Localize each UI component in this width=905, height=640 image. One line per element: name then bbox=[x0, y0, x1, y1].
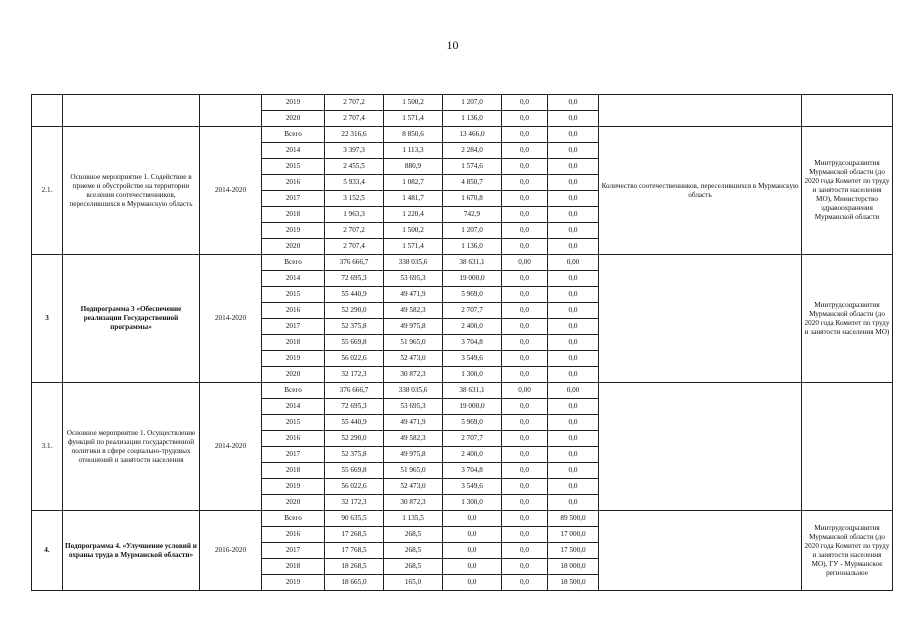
indicator-cell bbox=[599, 383, 802, 511]
local-budget-cell: 0,0 bbox=[502, 223, 548, 239]
total-cell: 376 666,7 bbox=[325, 383, 384, 399]
local-budget-cell: 0,0 bbox=[502, 431, 548, 447]
federal-budget-cell: 19 000,0 bbox=[443, 399, 502, 415]
program-funding-table bbox=[31, 94, 893, 591]
period-cell: 2014-2020 bbox=[200, 127, 262, 255]
table-row bbox=[32, 383, 893, 399]
item-number-cell: 3 bbox=[32, 255, 63, 383]
federal-budget-cell: 2 400,0 bbox=[443, 447, 502, 463]
year-cell: 2016 bbox=[262, 303, 325, 319]
federal-budget-cell: 1 207,0 bbox=[443, 95, 502, 111]
page-number: 10 bbox=[446, 38, 459, 52]
item-number-cell: 2.1. bbox=[32, 127, 63, 255]
responsible-cell: Минтрудсоцразвития Мурманской области (до 2020 года Комитет по труду и занятости населения МО) bbox=[802, 255, 893, 383]
item-name-cell: Подпрограмма 4. «Улучшение условий и охраны труда в Мурманской области» bbox=[63, 511, 200, 591]
local-budget-cell: 0,0 bbox=[502, 127, 548, 143]
item-number-cell: 3.1. bbox=[32, 383, 63, 511]
local-budget-cell: 0,0 bbox=[502, 559, 548, 575]
year-cell: 2016 bbox=[262, 431, 325, 447]
regional-budget-cell: 51 965,0 bbox=[384, 335, 443, 351]
indicator-cell: Количество соотечественников, переселившихся в Мурманскую область bbox=[599, 127, 802, 255]
local-budget-cell: 0,0 bbox=[502, 415, 548, 431]
federal-budget-cell: 2 284,0 bbox=[443, 143, 502, 159]
year-cell: 2020 bbox=[262, 111, 325, 127]
local-budget-cell: 0,0 bbox=[502, 399, 548, 415]
local-budget-cell: 0,00 bbox=[502, 383, 548, 399]
regional-budget-cell: 49 582,3 bbox=[384, 303, 443, 319]
item-name-cell: Подпрограмма 3 «Обеспечение реализации Государственной программы» bbox=[63, 255, 200, 383]
other-sources-cell: 0,0 bbox=[548, 175, 599, 191]
regional-budget-cell: 268,5 bbox=[384, 543, 443, 559]
federal-budget-cell: 2 707,7 bbox=[443, 303, 502, 319]
regional-budget-cell: 165,0 bbox=[384, 575, 443, 591]
regional-budget-cell: 49 471,9 bbox=[384, 287, 443, 303]
local-budget-cell: 0,0 bbox=[502, 495, 548, 511]
indicator-cell bbox=[599, 255, 802, 383]
federal-budget-cell: 3 549,6 bbox=[443, 351, 502, 367]
local-budget-cell: 0,0 bbox=[502, 207, 548, 223]
year-cell: 2014 bbox=[262, 143, 325, 159]
year-cell: 2020 bbox=[262, 367, 325, 383]
regional-budget-cell: 1 500,2 bbox=[384, 95, 443, 111]
other-sources-cell: 0,0 bbox=[548, 415, 599, 431]
year-cell: Всего bbox=[262, 511, 325, 527]
regional-budget-cell: 49 975,8 bbox=[384, 319, 443, 335]
table-row bbox=[32, 511, 893, 527]
other-sources-cell: 0,0 bbox=[548, 463, 599, 479]
year-cell: 2017 bbox=[262, 447, 325, 463]
local-budget-cell: 0,0 bbox=[502, 335, 548, 351]
federal-budget-cell: 0,0 bbox=[443, 575, 502, 591]
federal-budget-cell: 3 704,8 bbox=[443, 463, 502, 479]
other-sources-cell: 0,0 bbox=[548, 95, 599, 111]
period-cell: 2016-2020 bbox=[200, 511, 262, 591]
regional-budget-cell: 49 975,8 bbox=[384, 447, 443, 463]
year-cell: 2016 bbox=[262, 175, 325, 191]
regional-budget-cell: 52 473,0 bbox=[384, 351, 443, 367]
local-budget-cell: 0,0 bbox=[502, 159, 548, 175]
other-sources-cell: 0,00 bbox=[548, 383, 599, 399]
table-row bbox=[32, 255, 893, 271]
total-cell: 55 669,8 bbox=[325, 335, 384, 351]
total-cell: 90 635,5 bbox=[325, 511, 384, 527]
item-name-cell: Основное мероприятие 1. Содействие в приеме и обустройстве на территории вселения соотечественников, переселившихся в Мурманскую область bbox=[63, 127, 200, 255]
regional-budget-cell: 268,5 bbox=[384, 527, 443, 543]
total-cell: 55 440,9 bbox=[325, 415, 384, 431]
local-budget-cell: 0,0 bbox=[502, 479, 548, 495]
other-sources-cell: 0,0 bbox=[548, 319, 599, 335]
period-cell bbox=[200, 95, 262, 127]
federal-budget-cell: 5 969,0 bbox=[443, 415, 502, 431]
regional-budget-cell: 30 872,3 bbox=[384, 367, 443, 383]
total-cell: 18 665,0 bbox=[325, 575, 384, 591]
federal-budget-cell: 1 207,0 bbox=[443, 223, 502, 239]
year-cell: 2018 bbox=[262, 559, 325, 575]
other-sources-cell: 0,0 bbox=[548, 223, 599, 239]
regional-budget-cell: 1 481,7 bbox=[384, 191, 443, 207]
total-cell: 17 768,5 bbox=[325, 543, 384, 559]
regional-budget-cell: 52 473,0 bbox=[384, 479, 443, 495]
other-sources-cell: 0,0 bbox=[548, 271, 599, 287]
local-budget-cell: 0,0 bbox=[502, 175, 548, 191]
federal-budget-cell: 1 574,6 bbox=[443, 159, 502, 175]
federal-budget-cell: 0,0 bbox=[443, 511, 502, 527]
total-cell: 2 707,4 bbox=[325, 111, 384, 127]
year-cell: 2020 bbox=[262, 239, 325, 255]
other-sources-cell: 0,0 bbox=[548, 239, 599, 255]
total-cell: 52 375,8 bbox=[325, 319, 384, 335]
item-name-cell: Основное мероприятие 1. Осуществление функций по реализации государственной политики в сфере социально-трудовых отношений и занятости населения bbox=[63, 383, 200, 511]
local-budget-cell: 0,0 bbox=[502, 527, 548, 543]
federal-budget-cell: 1 300,0 bbox=[443, 367, 502, 383]
federal-budget-cell: 13 466,0 bbox=[443, 127, 502, 143]
regional-budget-cell: 51 965,0 bbox=[384, 463, 443, 479]
local-budget-cell: 0,0 bbox=[502, 95, 548, 111]
local-budget-cell: 0,0 bbox=[502, 447, 548, 463]
total-cell: 3 152,5 bbox=[325, 191, 384, 207]
other-sources-cell: 0,0 bbox=[548, 143, 599, 159]
total-cell: 22 316,6 bbox=[325, 127, 384, 143]
other-sources-cell: 0,0 bbox=[548, 351, 599, 367]
total-cell: 2 707,2 bbox=[325, 95, 384, 111]
regional-budget-cell: 49 582,3 bbox=[384, 431, 443, 447]
federal-budget-cell: 2 400,0 bbox=[443, 319, 502, 335]
other-sources-cell: 18 500,0 bbox=[548, 575, 599, 591]
year-cell: 2018 bbox=[262, 335, 325, 351]
other-sources-cell: 0,0 bbox=[548, 207, 599, 223]
local-budget-cell: 0,0 bbox=[502, 191, 548, 207]
other-sources-cell: 0,0 bbox=[548, 431, 599, 447]
regional-budget-cell: 8 850,6 bbox=[384, 127, 443, 143]
other-sources-cell: 0,0 bbox=[548, 111, 599, 127]
other-sources-cell: 0,0 bbox=[548, 495, 599, 511]
total-cell: 32 172,3 bbox=[325, 367, 384, 383]
local-budget-cell: 0,0 bbox=[502, 511, 548, 527]
federal-budget-cell: 0,0 bbox=[443, 543, 502, 559]
period-cell: 2014-2020 bbox=[200, 255, 262, 383]
local-budget-cell: 0,0 bbox=[502, 271, 548, 287]
federal-budget-cell: 5 969,0 bbox=[443, 287, 502, 303]
year-cell: 2018 bbox=[262, 463, 325, 479]
total-cell: 56 022,6 bbox=[325, 479, 384, 495]
federal-budget-cell: 4 850,7 bbox=[443, 175, 502, 191]
total-cell: 55 440,9 bbox=[325, 287, 384, 303]
year-cell: 2019 bbox=[262, 95, 325, 111]
total-cell: 5 933,4 bbox=[325, 175, 384, 191]
total-cell: 55 669,8 bbox=[325, 463, 384, 479]
local-budget-cell: 0,0 bbox=[502, 351, 548, 367]
other-sources-cell: 0,0 bbox=[548, 191, 599, 207]
local-budget-cell: 0,0 bbox=[502, 287, 548, 303]
other-sources-cell: 0,0 bbox=[548, 399, 599, 415]
other-sources-cell: 0,0 bbox=[548, 479, 599, 495]
item-number-cell bbox=[32, 95, 63, 127]
regional-budget-cell: 338 035,6 bbox=[384, 255, 443, 271]
federal-budget-cell: 3 549,6 bbox=[443, 479, 502, 495]
federal-budget-cell: 0,0 bbox=[443, 527, 502, 543]
other-sources-cell: 0,0 bbox=[548, 335, 599, 351]
local-budget-cell: 0,0 bbox=[502, 143, 548, 159]
year-cell: 2019 bbox=[262, 223, 325, 239]
year-cell: 2015 bbox=[262, 287, 325, 303]
item-name-cell bbox=[63, 95, 200, 127]
year-cell: Всего bbox=[262, 383, 325, 399]
regional-budget-cell: 1 220,4 bbox=[384, 207, 443, 223]
regional-budget-cell: 53 695,3 bbox=[384, 399, 443, 415]
period-cell: 2014-2020 bbox=[200, 383, 262, 511]
total-cell: 18 268,5 bbox=[325, 559, 384, 575]
year-cell: 2014 bbox=[262, 399, 325, 415]
total-cell: 2 707,4 bbox=[325, 239, 384, 255]
year-cell: Всего bbox=[262, 127, 325, 143]
table-row bbox=[32, 95, 893, 111]
regional-budget-cell: 338 035,6 bbox=[384, 383, 443, 399]
year-cell: 2015 bbox=[262, 159, 325, 175]
local-budget-cell: 0,0 bbox=[502, 303, 548, 319]
local-budget-cell: 0,0 bbox=[502, 543, 548, 559]
federal-budget-cell: 38 631,1 bbox=[443, 255, 502, 271]
regional-budget-cell: 1 571,4 bbox=[384, 239, 443, 255]
responsible-cell: Минтрудсоцразвития Мурманской области (до 2020 года Комитет по труду и занятости населения МО), Министерство здравоохранения Мурманской области bbox=[802, 127, 893, 255]
total-cell: 2 707,2 bbox=[325, 223, 384, 239]
federal-budget-cell: 1 136,0 bbox=[443, 239, 502, 255]
total-cell: 52 290,0 bbox=[325, 303, 384, 319]
other-sources-cell: 18 000,0 bbox=[548, 559, 599, 575]
regional-budget-cell: 1 571,4 bbox=[384, 111, 443, 127]
regional-budget-cell: 30 872,3 bbox=[384, 495, 443, 511]
regional-budget-cell: 49 471,9 bbox=[384, 415, 443, 431]
federal-budget-cell: 0,0 bbox=[443, 559, 502, 575]
year-cell: 2019 bbox=[262, 575, 325, 591]
federal-budget-cell: 3 704,8 bbox=[443, 335, 502, 351]
year-cell: 2019 bbox=[262, 351, 325, 367]
total-cell: 2 455,5 bbox=[325, 159, 384, 175]
item-number-cell: 4. bbox=[32, 511, 63, 591]
year-cell: 2019 bbox=[262, 479, 325, 495]
local-budget-cell: 0,0 bbox=[502, 463, 548, 479]
federal-budget-cell: 742,9 bbox=[443, 207, 502, 223]
total-cell: 72 695,3 bbox=[325, 271, 384, 287]
year-cell: 2020 bbox=[262, 495, 325, 511]
regional-budget-cell: 1 500,2 bbox=[384, 223, 443, 239]
regional-budget-cell: 1 113,3 bbox=[384, 143, 443, 159]
federal-budget-cell: 2 707,7 bbox=[443, 431, 502, 447]
indicator-cell bbox=[599, 511, 802, 591]
other-sources-cell: 0,0 bbox=[548, 367, 599, 383]
total-cell: 3 397,3 bbox=[325, 143, 384, 159]
other-sources-cell: 0,00 bbox=[548, 255, 599, 271]
federal-budget-cell: 1 670,8 bbox=[443, 191, 502, 207]
indicator-cell bbox=[599, 95, 802, 127]
year-cell: 2017 bbox=[262, 543, 325, 559]
regional-budget-cell: 53 695,3 bbox=[384, 271, 443, 287]
total-cell: 32 172,3 bbox=[325, 495, 384, 511]
total-cell: 52 375,8 bbox=[325, 447, 384, 463]
local-budget-cell: 0,0 bbox=[502, 239, 548, 255]
other-sources-cell: 0,0 bbox=[548, 287, 599, 303]
year-cell: Всего bbox=[262, 255, 325, 271]
other-sources-cell: 89 500,0 bbox=[548, 511, 599, 527]
other-sources-cell: 0,0 bbox=[548, 127, 599, 143]
year-cell: 2016 bbox=[262, 527, 325, 543]
regional-budget-cell: 1 135,5 bbox=[384, 511, 443, 527]
total-cell: 56 022,6 bbox=[325, 351, 384, 367]
total-cell: 72 695,3 bbox=[325, 399, 384, 415]
year-cell: 2017 bbox=[262, 191, 325, 207]
total-cell: 1 963,3 bbox=[325, 207, 384, 223]
regional-budget-cell: 1 082,7 bbox=[384, 175, 443, 191]
regional-budget-cell: 268,5 bbox=[384, 559, 443, 575]
total-cell: 52 290,0 bbox=[325, 431, 384, 447]
other-sources-cell: 0,0 bbox=[548, 447, 599, 463]
regional-budget-cell: 880,9 bbox=[384, 159, 443, 175]
year-cell: 2014 bbox=[262, 271, 325, 287]
other-sources-cell: 17 500,0 bbox=[548, 543, 599, 559]
total-cell: 376 666,7 bbox=[325, 255, 384, 271]
other-sources-cell: 0,0 bbox=[548, 159, 599, 175]
other-sources-cell: 0,0 bbox=[548, 303, 599, 319]
federal-budget-cell: 1 300,0 bbox=[443, 495, 502, 511]
other-sources-cell: 17 000,0 bbox=[548, 527, 599, 543]
table-row bbox=[32, 127, 893, 143]
local-budget-cell: 0,0 bbox=[502, 367, 548, 383]
year-cell: 2015 bbox=[262, 415, 325, 431]
federal-budget-cell: 19 000,0 bbox=[443, 271, 502, 287]
year-cell: 2018 bbox=[262, 207, 325, 223]
year-cell: 2017 bbox=[262, 319, 325, 335]
local-budget-cell: 0,0 bbox=[502, 111, 548, 127]
responsible-cell bbox=[802, 95, 893, 127]
federal-budget-cell: 38 631,1 bbox=[443, 383, 502, 399]
local-budget-cell: 0,00 bbox=[502, 255, 548, 271]
local-budget-cell: 0,0 bbox=[502, 319, 548, 335]
responsible-cell bbox=[802, 383, 893, 511]
responsible-cell: Минтрудсоцразвития Мурманской области (до 2020 года Комитет по труду и занятости населения МО), ГУ - Мурманское региональное bbox=[802, 511, 893, 591]
total-cell: 17 268,5 bbox=[325, 527, 384, 543]
local-budget-cell: 0,0 bbox=[502, 575, 548, 591]
federal-budget-cell: 1 136,0 bbox=[443, 111, 502, 127]
